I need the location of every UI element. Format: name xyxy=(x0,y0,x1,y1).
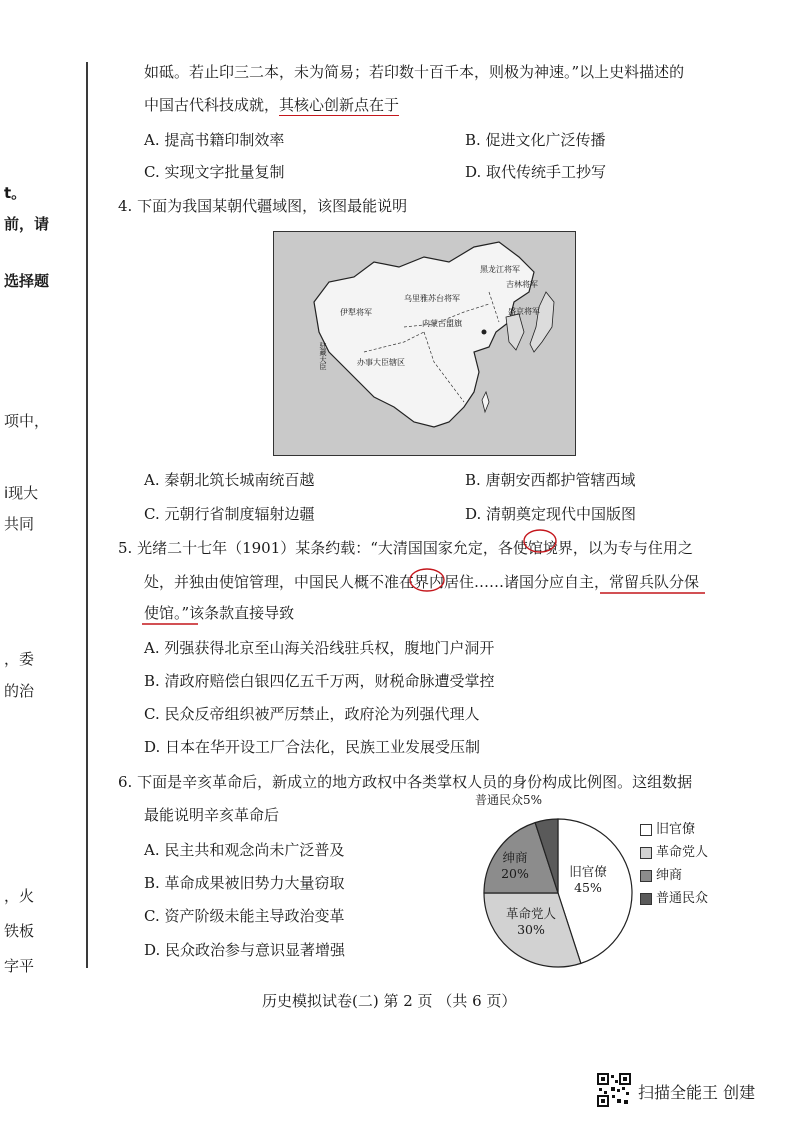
legend-label-rev: 革命党人 xyxy=(656,845,709,860)
legend-swatch-gentry xyxy=(640,870,652,882)
map-label-shengjing: 盛京将军 xyxy=(508,307,540,316)
margin-fragment: t。 xyxy=(4,184,27,202)
pie-label-rev xyxy=(498,906,564,938)
page-footer: 历史模拟试卷(二) 第 2 页 （共 6 页） xyxy=(262,992,517,1010)
map-label-inner-mongolia: 内蒙古盟旗 xyxy=(422,319,462,328)
legend-label-old: 旧官僚 xyxy=(656,822,696,837)
map-label-heilongjiang: 黑龙江将军 xyxy=(480,265,520,274)
map-label-ili: 伊犁将军 xyxy=(340,308,372,317)
margin-fragment: 铁板 xyxy=(4,922,35,940)
q4-option-b: B. 唐朝安西都护管辖西域 xyxy=(465,471,636,489)
map-label-jilin: 吉林将军 xyxy=(506,280,538,289)
legend-swatch-common xyxy=(640,893,652,905)
margin-fragment: 前，请 xyxy=(4,215,50,233)
map-label-amban: 办事大臣辖区 xyxy=(357,358,405,367)
q4-option-a: A. 秦朝北筑长城南统百越 xyxy=(144,471,315,489)
map-label-uliastai: 乌里雅苏台将军 xyxy=(404,294,460,303)
q4-option-d: D. 清朝奠定现代中国版图 xyxy=(465,505,637,523)
q6-option-a: A. 民主共和观念尚未广泛普及 xyxy=(144,841,345,859)
q6-stem-line1: 6. 下面是辛亥革命后，新成立的地方政权中各类掌权人员的身份构成比例图。这组数据 xyxy=(118,773,693,791)
q5-stem-line2: 处，并独由使馆管理，中国民人概不准在界内居住……诸国分应自主，常留兵队分保 xyxy=(144,573,700,591)
q6-option-d: D. 民众政治参与意识显著增强 xyxy=(144,941,346,959)
binding-margin-line xyxy=(86,62,88,968)
margin-fragment: 字平 xyxy=(4,957,35,975)
q3-stem-line1: 如砥。若止印三二本，未为简易；若印数十百千本，则极为神速。”以上史料描述的 xyxy=(144,63,685,81)
q4-stem: 4. 下面为我国某朝代疆域图，该图最能说明 xyxy=(118,197,408,215)
q5-option-c: C. 民众反帝组织被严厉禁止，政府沦为列强代理人 xyxy=(144,705,480,723)
q3-option-d: D. 取代传统手工抄写 xyxy=(465,163,607,181)
legend-label-gentry: 绅商 xyxy=(656,868,683,883)
margin-fragment: ，火 xyxy=(4,887,35,905)
scanner-brand: 扫描全能王 创建 xyxy=(638,1083,756,1102)
pie-label-rev-value: 30% xyxy=(517,922,545,937)
q5-stem-line1: 5. 光绪二十七年（1901）某条约载：“大清国国家允定，各使馆境界，以为专与住用之 xyxy=(118,539,693,557)
pie-label-gentry-name: 绅商 xyxy=(502,850,528,865)
pie-label-gentry xyxy=(495,850,535,882)
q3-stem-line2 xyxy=(144,95,399,115)
q3-option-a: A. 提高书籍印制效率 xyxy=(144,131,285,149)
q6-option-b: B. 革命成果被旧势力大量窃取 xyxy=(144,874,345,892)
q3-option-b: B. 促进文化广泛传播 xyxy=(465,131,606,149)
legend-label-common: 普通民众 xyxy=(656,891,709,906)
q5-option-b: B. 清政府赔偿白银四亿五千万两，财税命脉遭受掌控 xyxy=(144,672,495,690)
margin-fragment: i现大 xyxy=(4,484,39,502)
q5-option-a: A. 列强获得北京至山海关沿线驻兵权，腹地门户洞开 xyxy=(144,639,495,657)
q3-stem-underlined: 其核心创新点在于 xyxy=(279,96,400,114)
margin-fragment: 选择题 xyxy=(4,272,50,290)
pie-label-rev-name: 革命党人 xyxy=(505,906,556,921)
margin-fragment: ，委 xyxy=(4,650,35,668)
margin-fragment: 的治 xyxy=(4,682,35,700)
q5-handwritten-marks xyxy=(140,568,710,630)
pie-label-old xyxy=(558,864,618,896)
qr-code-icon xyxy=(597,1073,631,1107)
q6-option-c: C. 资产阶级未能主导政治变革 xyxy=(144,907,345,925)
map-label-other: 驻藏大臣 xyxy=(319,342,327,370)
legend-swatch-rev xyxy=(640,847,652,859)
q5-stem-line3: 使馆。”该条款直接导致 xyxy=(144,604,295,622)
legend-swatch-old xyxy=(640,824,652,836)
pie-label-gentry-value: 20% xyxy=(501,866,529,881)
pie-label-old-name: 旧官僚 xyxy=(569,864,607,879)
q3-option-c: C. 实现文字批量复制 xyxy=(144,163,285,181)
q3-stem-part: 中国古代科技成就， xyxy=(144,96,280,114)
qing-territory-map xyxy=(273,231,576,456)
q4-option-c: C. 元朝行省制度辐射边疆 xyxy=(144,505,315,523)
q5-option-d: D. 日本在华开设工厂合法化，民族工业发展受压制 xyxy=(144,738,481,756)
q6-stem-line2: 最能说明辛亥革命后 xyxy=(144,806,280,824)
q5-circle-mark xyxy=(520,528,560,554)
pie-label-old-value: 45% xyxy=(574,880,602,895)
margin-fragment: 项中， xyxy=(4,412,50,430)
margin-fragment: 共同 xyxy=(4,515,35,533)
pie-label-common: 普通民众5% xyxy=(475,793,543,807)
